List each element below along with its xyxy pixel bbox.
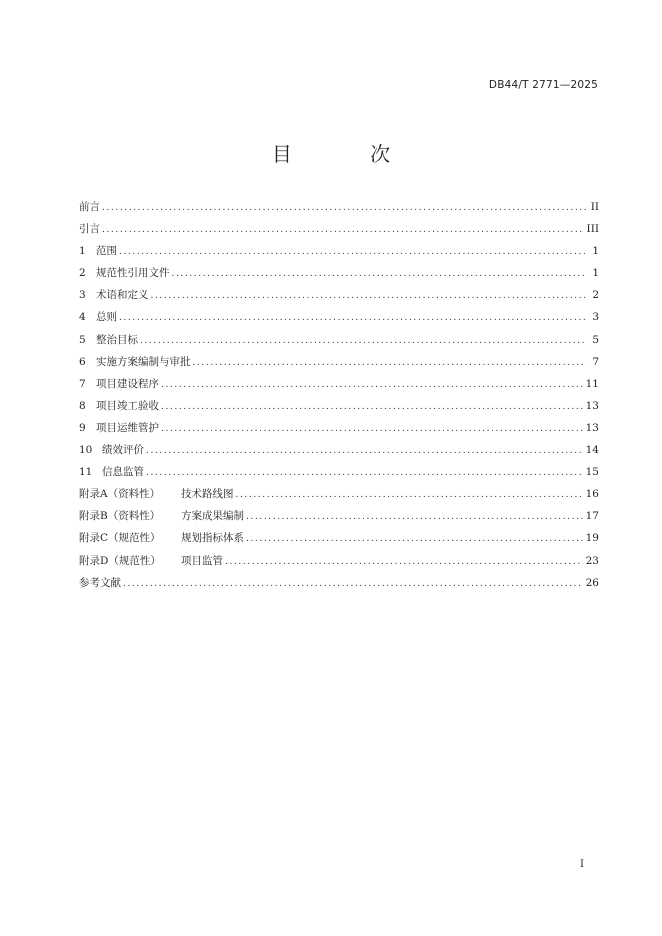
toc-entry-page: 19 bbox=[585, 532, 599, 545]
toc-leader-dots bbox=[172, 269, 587, 279]
toc-entry-page: 1 bbox=[592, 245, 599, 258]
toc-entry-information-supervision[interactable] bbox=[79, 464, 599, 486]
toc-entry-page: 3 bbox=[592, 311, 599, 324]
toc-appendix-label: 附录C（规范性） bbox=[79, 532, 161, 545]
toc-entry-terms-definitions[interactable] bbox=[79, 287, 599, 309]
toc-entry-label: 规划指标体系 bbox=[181, 532, 244, 545]
toc-entry-plan-approval[interactable] bbox=[79, 354, 599, 376]
toc-entry-page: 5 bbox=[592, 333, 599, 346]
toc-entry-label: 项目监管 bbox=[181, 554, 223, 567]
toc-appendix-label: 附录D（规范性） bbox=[79, 554, 161, 567]
toc-entry-label: 实施方案编制与审批 bbox=[96, 355, 191, 368]
toc-entry-page: 17 bbox=[585, 510, 599, 523]
toc-entry-number: 2 bbox=[79, 267, 86, 280]
toc-entry-page: 16 bbox=[585, 488, 599, 501]
toc-entry-page: 26 bbox=[585, 576, 599, 589]
toc-entry-appendix-d[interactable] bbox=[79, 553, 599, 575]
toc-appendix-label: 附录A（资料性） bbox=[79, 488, 161, 501]
document-code: DB44/T 2771—2025 bbox=[488, 79, 598, 91]
toc-entry-page: 13 bbox=[585, 399, 599, 412]
page-title: 目 次 bbox=[271, 142, 427, 166]
toc-entry-completion-acceptance[interactable] bbox=[79, 398, 599, 420]
toc-entry-introduction[interactable] bbox=[79, 221, 599, 243]
toc-leader-dots bbox=[246, 534, 583, 544]
toc-entry-label: 前言 bbox=[79, 201, 100, 213]
toc-leader-dots bbox=[102, 225, 584, 235]
toc-entry-appendix-a[interactable] bbox=[79, 486, 599, 508]
toc-leader-dots bbox=[140, 336, 586, 346]
toc-leader-dots bbox=[119, 247, 586, 257]
toc-entry-label: 项目运维管护 bbox=[96, 421, 159, 434]
toc-entry-normative-references[interactable] bbox=[79, 265, 599, 287]
toc-entry-label: 引言 bbox=[79, 223, 100, 236]
toc-leader-dots bbox=[246, 512, 583, 522]
toc-entry-page: 13 bbox=[585, 421, 599, 434]
toc-entry-appendix-b[interactable] bbox=[79, 508, 599, 530]
toc-entry-number: 3 bbox=[79, 289, 86, 302]
toc-entry-operation-maintenance[interactable] bbox=[79, 420, 599, 442]
toc-entry-page: 14 bbox=[585, 444, 599, 457]
toc-entry-label: 项目建设程序 bbox=[96, 377, 159, 390]
toc-entry-foreword[interactable] bbox=[79, 199, 599, 221]
toc-entry-label: 项目竣工验收 bbox=[96, 399, 159, 412]
toc-leader-dots bbox=[161, 380, 583, 390]
toc-leader-dots bbox=[151, 291, 587, 301]
toc-leader-dots bbox=[225, 557, 583, 567]
toc-entry-appendix-c[interactable] bbox=[79, 530, 599, 552]
toc-entry-page: 7 bbox=[592, 355, 599, 368]
toc-entry-label: 整治目标 bbox=[96, 333, 138, 346]
toc-entry-number: 8 bbox=[79, 399, 86, 412]
toc-leader-dots bbox=[146, 468, 583, 478]
toc-entry-objectives[interactable] bbox=[79, 332, 599, 354]
toc-leader-dots bbox=[193, 358, 587, 368]
toc-leader-dots bbox=[123, 579, 583, 589]
toc-appendix-label: 附录B（资料性） bbox=[79, 510, 161, 523]
toc-leader-dots bbox=[119, 313, 586, 323]
toc-entry-number: 11 bbox=[79, 466, 93, 479]
toc-entry-label: 方案成果编制 bbox=[181, 510, 244, 523]
toc-entry-label: 参考文献 bbox=[79, 576, 121, 589]
toc-entry-performance-evaluation[interactable] bbox=[79, 442, 599, 464]
toc-entry-number: 4 bbox=[79, 311, 86, 324]
toc-entry-number: 7 bbox=[79, 377, 86, 390]
toc-entry-label: 绩效评价 bbox=[102, 444, 144, 457]
toc-entry-page: II bbox=[590, 201, 599, 213]
toc-entry-label: 信息监管 bbox=[102, 466, 144, 479]
toc-entry-page: 11 bbox=[585, 377, 599, 390]
toc-entry-page: 23 bbox=[585, 554, 599, 567]
toc-leader-dots bbox=[161, 424, 583, 434]
table-of-contents bbox=[79, 199, 599, 597]
toc-leader-dots bbox=[161, 402, 583, 412]
toc-entry-label: 规范性引用文件 bbox=[96, 267, 170, 280]
toc-entry-page: 15 bbox=[585, 466, 599, 479]
toc-entry-construction-procedure[interactable] bbox=[79, 376, 599, 398]
toc-entry-label: 术语和定义 bbox=[96, 289, 149, 302]
toc-entry-bibliography[interactable] bbox=[79, 575, 599, 597]
page-number: I bbox=[580, 859, 584, 870]
toc-entry-page: III bbox=[586, 223, 599, 236]
toc-leader-dots bbox=[146, 446, 583, 456]
toc-entry-scope[interactable] bbox=[79, 243, 599, 265]
toc-entry-page: 2 bbox=[592, 289, 599, 302]
toc-entry-number: 9 bbox=[79, 421, 86, 434]
toc-entry-general[interactable] bbox=[79, 309, 599, 331]
toc-entry-label: 总则 bbox=[96, 311, 117, 324]
toc-entry-label: 技术路线图 bbox=[181, 488, 234, 501]
toc-entry-page: 1 bbox=[592, 267, 599, 280]
toc-leader-dots bbox=[236, 490, 583, 500]
toc-entry-number: 1 bbox=[79, 245, 86, 258]
toc-leader-dots bbox=[102, 203, 586, 213]
toc-entry-label: 范围 bbox=[96, 245, 117, 258]
toc-entry-number: 5 bbox=[79, 333, 86, 346]
toc-entry-number: 10 bbox=[79, 444, 93, 457]
toc-entry-number: 6 bbox=[79, 355, 86, 368]
